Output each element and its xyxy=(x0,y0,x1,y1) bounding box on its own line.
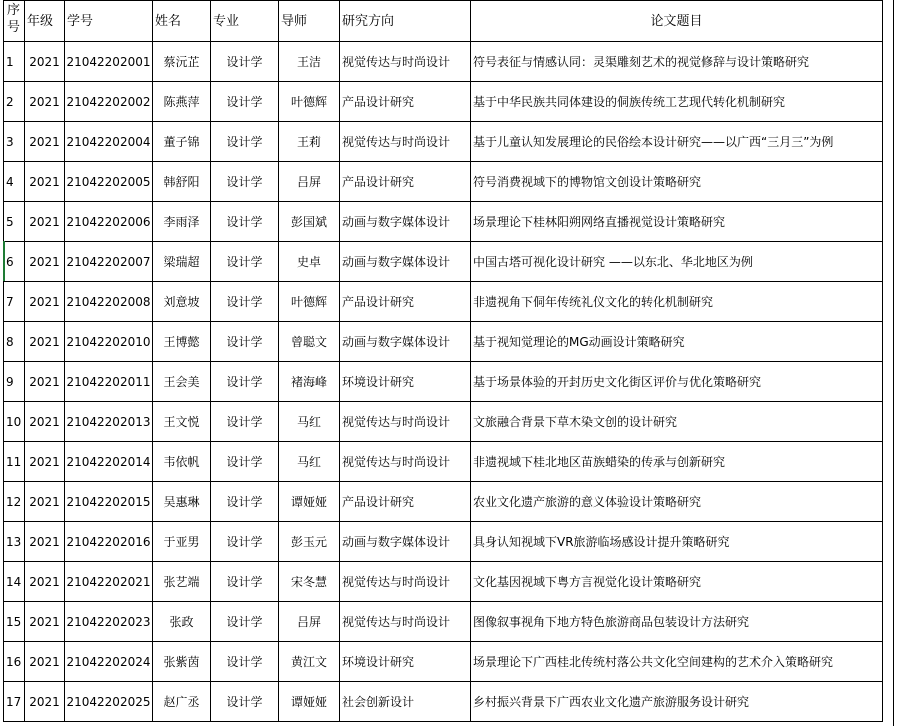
cell-name[interactable]: 刘意坡 xyxy=(153,282,211,322)
cell-thesis-title[interactable]: 乡村振兴背景下广西农业文化遗产旅游服务设计研究 xyxy=(471,682,883,722)
cell-name[interactable]: 韦依帆 xyxy=(153,442,211,482)
table-row xyxy=(4,602,883,642)
cell-thesis-title[interactable]: 文旅融合背景下草木染文创的设计研究 xyxy=(471,402,883,442)
cell-year[interactable]: 2021 xyxy=(25,242,65,282)
cell-index[interactable]: 8 xyxy=(4,322,25,362)
cell-direction[interactable]: 环境设计研究 xyxy=(340,642,471,682)
cell-thesis-title[interactable]: 符号消费视域下的博物馆文创设计策略研究 xyxy=(471,162,883,202)
cell-index[interactable]: 10 xyxy=(4,402,25,442)
cell-major[interactable]: 设计学 xyxy=(211,282,279,322)
cell-major[interactable]: 设计学 xyxy=(211,162,279,202)
cell-name[interactable]: 李雨泽 xyxy=(153,202,211,242)
cell-direction[interactable]: 产品设计研究 xyxy=(340,482,471,522)
cell-major[interactable]: 设计学 xyxy=(211,242,279,282)
table-row xyxy=(4,282,883,322)
cell-index[interactable]: 2 xyxy=(4,82,25,122)
cell-student-id[interactable]: 21042202008 xyxy=(65,282,153,322)
cell-name[interactable]: 张政 xyxy=(153,602,211,642)
cell-major[interactable]: 设计学 xyxy=(211,642,279,682)
cell-thesis-title[interactable]: 基于视知觉理论的MG动画设计策略研究 xyxy=(471,322,883,362)
cell-name[interactable]: 蔡沅芷 xyxy=(153,42,211,82)
table-row xyxy=(4,202,883,242)
cell-major[interactable]: 设计学 xyxy=(211,122,279,162)
cell-name[interactable]: 赵广丞 xyxy=(153,682,211,722)
table-row xyxy=(4,402,883,442)
table-body xyxy=(4,42,883,722)
cell-name[interactable]: 王博懿 xyxy=(153,322,211,362)
cell-index[interactable]: 4 xyxy=(4,162,25,202)
cell-index[interactable]: 5 xyxy=(4,202,25,242)
cell-year[interactable]: 2021 xyxy=(25,442,65,482)
cell-thesis-title[interactable]: 场景理论下桂林阳朔网络直播视觉设计策略研究 xyxy=(471,202,883,242)
cell-index[interactable]: 14 xyxy=(4,562,25,602)
header-index[interactable]: 序号 xyxy=(4,1,25,42)
cell-name[interactable]: 韩舒阳 xyxy=(153,162,211,202)
cell-direction[interactable]: 动画与数字媒体设计 xyxy=(340,522,471,562)
cell-student-id[interactable]: 21042202007 xyxy=(65,242,153,282)
cell-direction[interactable]: 视觉传达与时尚设计 xyxy=(340,562,471,602)
cell-name[interactable]: 王文悦 xyxy=(153,402,211,442)
cell-student-id[interactable]: 21042202011 xyxy=(65,362,153,402)
cell-direction[interactable]: 视觉传达与时尚设计 xyxy=(340,602,471,642)
row-selection-indicator xyxy=(3,241,5,281)
cell-index[interactable]: 17 xyxy=(4,682,25,722)
cell-advisor[interactable]: 王洁 xyxy=(279,42,340,82)
cell-thesis-title[interactable]: 中国古塔可视化设计研究 ——以东北、华北地区为例 xyxy=(471,242,883,282)
cell-student-id[interactable]: 21042202014 xyxy=(65,442,153,482)
cell-advisor[interactable]: 谭娅娅 xyxy=(279,482,340,522)
table-row xyxy=(4,162,883,202)
cell-thesis-title[interactable]: 非遗视域下桂北地区苗族蜡染的传承与创新研究 xyxy=(471,442,883,482)
cell-year[interactable]: 2021 xyxy=(25,562,65,602)
cell-direction[interactable]: 产品设计研究 xyxy=(340,282,471,322)
cell-advisor[interactable]: 吕屏 xyxy=(279,162,340,202)
header-major[interactable]: 专业 xyxy=(211,1,279,42)
cell-major[interactable]: 设计学 xyxy=(211,562,279,602)
cell-index[interactable]: 3 xyxy=(4,122,25,162)
cell-student-id[interactable]: 21042202001 xyxy=(65,42,153,82)
cell-direction[interactable]: 动画与数字媒体设计 xyxy=(340,242,471,282)
cell-student-id[interactable]: 21042202023 xyxy=(65,602,153,642)
cell-advisor[interactable]: 黄江文 xyxy=(279,642,340,682)
table-row xyxy=(4,322,883,362)
cell-major[interactable]: 设计学 xyxy=(211,602,279,642)
cell-year[interactable]: 2021 xyxy=(25,82,65,122)
table-row xyxy=(4,482,883,522)
cell-year[interactable]: 2021 xyxy=(25,162,65,202)
cell-year[interactable]: 2021 xyxy=(25,282,65,322)
cell-major[interactable]: 设计学 xyxy=(211,42,279,82)
cell-advisor[interactable]: 宋冬慧 xyxy=(279,562,340,602)
table-row xyxy=(4,82,883,122)
header-year[interactable]: 年级 xyxy=(25,1,65,42)
table-row xyxy=(4,242,883,282)
cell-thesis-title[interactable]: 基于中华民族共同体建设的侗族传统工艺现代转化机制研究 xyxy=(471,82,883,122)
cell-thesis-title[interactable]: 基于儿童认知发展理论的民俗绘本设计研究——以广西“三月三”为例 xyxy=(471,122,883,162)
cell-advisor[interactable]: 谭娅娅 xyxy=(279,682,340,722)
column-divider xyxy=(893,0,894,726)
cell-index[interactable]: 15 xyxy=(4,602,25,642)
header-row xyxy=(4,1,883,42)
cell-major[interactable]: 设计学 xyxy=(211,322,279,362)
cell-direction[interactable]: 视觉传达与时尚设计 xyxy=(340,42,471,82)
table-row xyxy=(4,642,883,682)
cell-year[interactable]: 2021 xyxy=(25,642,65,682)
cell-advisor[interactable]: 史卓 xyxy=(279,242,340,282)
cell-direction[interactable]: 产品设计研究 xyxy=(340,162,471,202)
cell-major[interactable]: 设计学 xyxy=(211,402,279,442)
cell-direction[interactable]: 视觉传达与时尚设计 xyxy=(340,122,471,162)
cell-year[interactable]: 2021 xyxy=(25,122,65,162)
cell-student-id[interactable]: 21042202005 xyxy=(65,162,153,202)
table-row xyxy=(4,442,883,482)
cell-index[interactable]: 7 xyxy=(4,282,25,322)
cell-index[interactable]: 1 xyxy=(4,42,25,82)
thesis-table xyxy=(3,0,883,722)
cell-advisor[interactable]: 叶德辉 xyxy=(279,82,340,122)
table-row xyxy=(4,42,883,82)
cell-name[interactable]: 梁瑞超 xyxy=(153,242,211,282)
cell-direction[interactable]: 视觉传达与时尚设计 xyxy=(340,442,471,482)
header-direction[interactable]: 研究方向 xyxy=(340,1,471,42)
cell-direction[interactable]: 视觉传达与时尚设计 xyxy=(340,402,471,442)
cell-thesis-title[interactable]: 符号表征与情感认同：灵渠雕刻艺术的视觉修辞与设计策略研究 xyxy=(471,42,883,82)
cell-year[interactable]: 2021 xyxy=(25,482,65,522)
cell-thesis-title[interactable]: 场景理论下广西桂北传统村落公共文化空间建构的艺术介入策略研究 xyxy=(471,642,883,682)
cell-thesis-title[interactable]: 具身认知视域下VR旅游临场感设计提升策略研究 xyxy=(471,522,883,562)
cell-year[interactable]: 2021 xyxy=(25,362,65,402)
cell-name[interactable]: 王会美 xyxy=(153,362,211,402)
cell-year[interactable]: 2021 xyxy=(25,602,65,642)
cell-student-id[interactable]: 21042202010 xyxy=(65,322,153,362)
cell-student-id[interactable]: 21042202015 xyxy=(65,482,153,522)
cell-advisor[interactable]: 彭国斌 xyxy=(279,202,340,242)
cell-direction[interactable]: 环境设计研究 xyxy=(340,362,471,402)
cell-student-id[interactable]: 21042202004 xyxy=(65,122,153,162)
cell-advisor[interactable]: 王莉 xyxy=(279,122,340,162)
cell-thesis-title[interactable]: 基于场景体验的开封历史文化街区评价与优化策略研究 xyxy=(471,362,883,402)
table-row xyxy=(4,522,883,562)
header-thesis-title[interactable]: 论文题目 xyxy=(471,1,883,42)
cell-advisor[interactable]: 叶德辉 xyxy=(279,282,340,322)
cell-index[interactable]: 12 xyxy=(4,482,25,522)
cell-name[interactable]: 张紫茵 xyxy=(153,642,211,682)
cell-name[interactable]: 吴惠琳 xyxy=(153,482,211,522)
cell-name[interactable]: 张艺端 xyxy=(153,562,211,602)
cell-year[interactable]: 2021 xyxy=(25,322,65,362)
cell-student-id[interactable]: 21042202002 xyxy=(65,82,153,122)
cell-name[interactable]: 董子锦 xyxy=(153,122,211,162)
cell-advisor[interactable]: 马红 xyxy=(279,442,340,482)
cell-student-id[interactable]: 21042202021 xyxy=(65,562,153,602)
cell-year[interactable]: 2021 xyxy=(25,522,65,562)
cell-index[interactable]: 9 xyxy=(4,362,25,402)
table-row xyxy=(4,122,883,162)
cell-advisor[interactable]: 曾聪文 xyxy=(279,322,340,362)
cell-direction[interactable]: 社会创新设计 xyxy=(340,682,471,722)
cell-student-id[interactable]: 21042202006 xyxy=(65,202,153,242)
cell-name[interactable]: 陈燕萍 xyxy=(153,82,211,122)
cell-major[interactable]: 设计学 xyxy=(211,82,279,122)
cell-advisor[interactable]: 彭玉元 xyxy=(279,522,340,562)
cell-student-id[interactable]: 21042202016 xyxy=(65,522,153,562)
cell-major[interactable]: 设计学 xyxy=(211,522,279,562)
cell-major[interactable]: 设计学 xyxy=(211,442,279,482)
cell-year[interactable]: 2021 xyxy=(25,42,65,82)
cell-thesis-title[interactable]: 文化基因视域下粤方言视觉化设计策略研究 xyxy=(471,562,883,602)
table-row xyxy=(4,562,883,602)
cell-major[interactable]: 设计学 xyxy=(211,682,279,722)
header-advisor[interactable]: 导师 xyxy=(279,1,340,42)
cell-direction[interactable]: 产品设计研究 xyxy=(340,82,471,122)
cell-student-id[interactable]: 21042202024 xyxy=(65,642,153,682)
cell-major[interactable]: 设计学 xyxy=(211,202,279,242)
cell-direction[interactable]: 动画与数字媒体设计 xyxy=(340,322,471,362)
header-name[interactable]: 姓名 xyxy=(153,1,211,42)
cell-thesis-title[interactable]: 农业文化遗产旅游的意义体验设计策略研究 xyxy=(471,482,883,522)
cell-index[interactable]: 11 xyxy=(4,442,25,482)
cell-advisor[interactable]: 马红 xyxy=(279,402,340,442)
table-row xyxy=(4,362,883,402)
header-student-id[interactable]: 学号 xyxy=(65,1,153,42)
cell-name[interactable]: 于亚男 xyxy=(153,522,211,562)
cell-major[interactable]: 设计学 xyxy=(211,482,279,522)
cell-advisor[interactable]: 吕屏 xyxy=(279,602,340,642)
cell-year[interactable]: 2021 xyxy=(25,682,65,722)
cell-student-id[interactable]: 21042202013 xyxy=(65,402,153,442)
cell-index[interactable]: 16 xyxy=(4,642,25,682)
cell-student-id[interactable]: 21042202025 xyxy=(65,682,153,722)
cell-year[interactable]: 2021 xyxy=(25,402,65,442)
cell-thesis-title[interactable]: 非遗视角下侗年传统礼仪文化的转化机制研究 xyxy=(471,282,883,322)
cell-thesis-title[interactable]: 图像叙事视角下地方特色旅游商品包装设计方法研究 xyxy=(471,602,883,642)
cell-year[interactable]: 2021 xyxy=(25,202,65,242)
cell-major[interactable]: 设计学 xyxy=(211,362,279,402)
cell-index[interactable]: 13 xyxy=(4,522,25,562)
cell-direction[interactable]: 动画与数字媒体设计 xyxy=(340,202,471,242)
table-row xyxy=(4,682,883,722)
cell-advisor[interactable]: 褚海峰 xyxy=(279,362,340,402)
cell-index[interactable]: 6 xyxy=(4,242,25,282)
